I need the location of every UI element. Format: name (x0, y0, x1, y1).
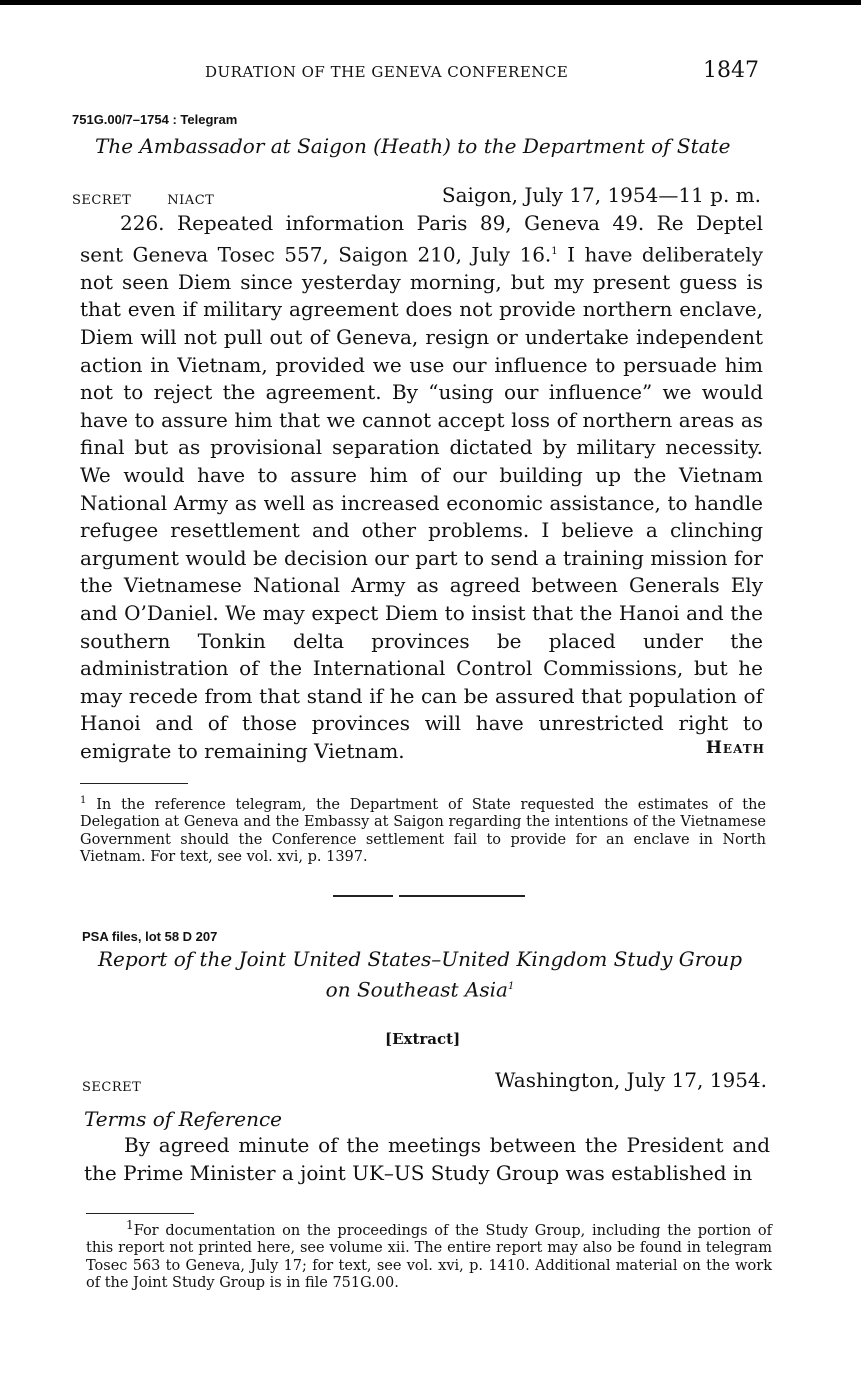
footnote-text-2: For documentation on the proceedings of the Study Group, including the portion of this report not printed here, see volume xii. The entire report may also be found in telegram Tosec 563 to Geneva, July 17; for text, see vol. xvi, p. 1410. Additional material on the work of the Joint Study Group is in file 751G.00. (86, 1222, 772, 1292)
footnote-number: 1 (80, 795, 87, 806)
section-separator-right (399, 895, 525, 897)
dateline-2: Washington, July 17, 1954. (494, 1068, 767, 1092)
file-reference: 751G.00/7–1754 : Telegram (72, 112, 238, 127)
precedence: NIACT (167, 193, 215, 208)
report-title-line-2-wrap (70, 973, 770, 1004)
section-subhead: Terms of Reference (84, 1107, 283, 1131)
extract-label: [Extract] (385, 1030, 461, 1048)
page-number: 1847 (703, 58, 759, 83)
report-title-line-1: Report of the Joint United States–United Kingdom Study Group (98, 947, 742, 971)
report-body: By agreed minute of the meetings between the President and the Prime Minister a joint UK–US Study Group was established in (84, 1133, 770, 1185)
classification: SECRET (72, 193, 132, 208)
footnote-text: In the reference telegram, the Department of State requested the estimates of the Delegation at Geneva and the Embassy at Saigon regarding the intentions of the Vietnamese Government should the Conference settlement fail to provide for an enclave in North Vietnam. For text, see vol. xvi, p. 1397. (80, 796, 766, 866)
section-separator-left (333, 895, 393, 897)
classification-line (72, 193, 250, 208)
telegram-body (80, 210, 763, 766)
footnote-2 (86, 1217, 772, 1293)
signature: Heath (705, 738, 765, 758)
footnote-marker: 1 (551, 245, 558, 257)
footnote (80, 792, 766, 867)
running-head: DURATION OF THE GENEVA CONFERENCE (205, 63, 569, 81)
report-title (70, 946, 770, 1004)
footnote-rule (80, 783, 188, 784)
footnote-rule-2 (86, 1213, 194, 1214)
footnote-number-2: 1 (126, 1218, 134, 1232)
document-title: The Ambassador at Saigon (Heath) to the Department of State (95, 134, 731, 158)
report-title-line-2: on Southeast Asia (325, 977, 508, 1002)
page-top-border (0, 0, 861, 5)
classification-2: SECRET (82, 1080, 142, 1095)
report-title-marker: 1 (507, 981, 515, 992)
file-reference-2: PSA files, lot 58 D 207 (82, 929, 218, 944)
dateline: Saigon, July 17, 1954—11 p. m. (441, 183, 761, 207)
body-part-1: 226. Repeated information Paris 89, Geneva 49. Re Deptel sent Geneva Tosec 557, Saigon 210, July 16. (80, 211, 763, 267)
body-part-2: I have deliberately not seen Diem since yesterday morning, but my present guess is that even if military agreement does not provide northern enclave, Diem will not pull out of Geneva, resign or undertake independent action in Vietnam, provided we use our influence to persuade him not to reject the agreement. By “using our influence” we would have to assure him that we cannot accept loss of northern areas as final but as provisional separation dictated by military necessity. We would have to assure him of our building up the Vietnam National Army as well as increased economic assistance, to handle refugee resettlement and other problems. I believe a clinching argument would be decision our part to send a training mission for the Vietnamese National Army as agreed between Generals Ely and O’Daniel. We may expect Diem to insist that the Hanoi and the southern Tonkin delta provinces be placed under the administration of the International Control Commissions, but he may recede from that stand if he can be assured that population of Hanoi and of those provinces will have unrestricted right to emigrate to remaining Vietnam. (80, 242, 763, 763)
